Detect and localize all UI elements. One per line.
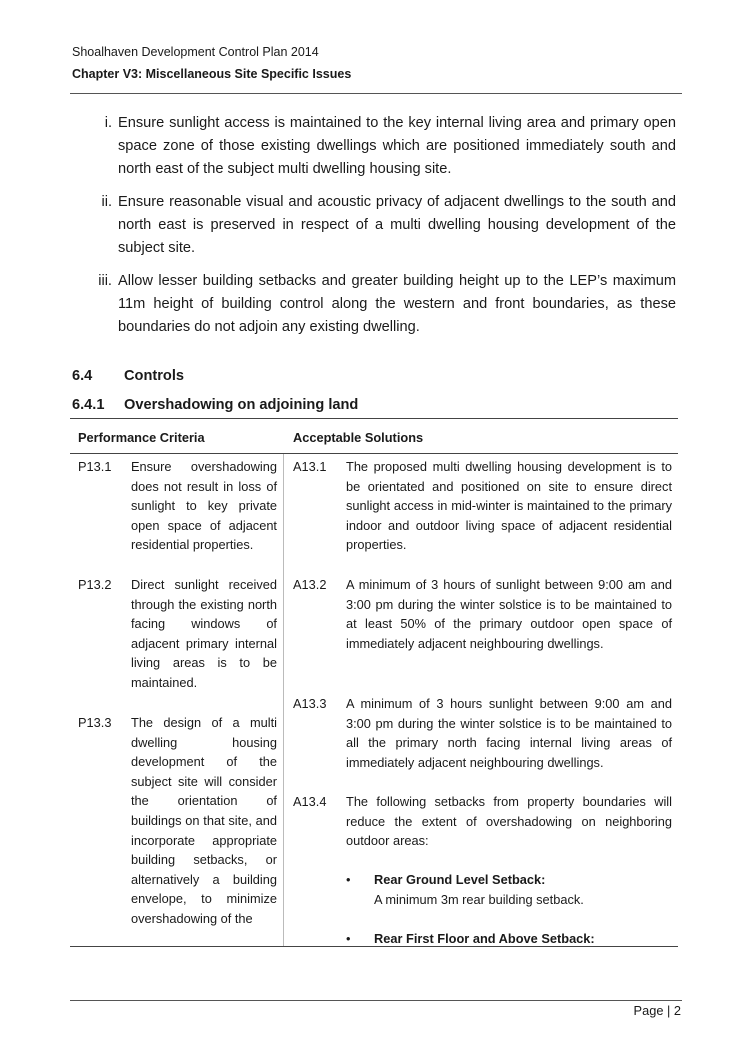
solution-code: A13.3: [293, 696, 327, 711]
objective-text: Allow lesser building setbacks and greater building height up to the LEP’s maximum 11m height of building control along the western and front boundaries, as these boundaries do not adjoin any existing dwelling.: [118, 273, 676, 335]
objective-number: i.: [104, 115, 112, 131]
bullet-icon: •: [346, 931, 351, 946]
acceptable-solutions-header: Acceptable Solutions: [293, 430, 424, 445]
document-title: Shoalhaven Development Control Plan 2014: [72, 45, 319, 59]
criteria-code: P13.2: [78, 577, 112, 592]
setback-bullet: [346, 870, 674, 910]
column-divider: [283, 454, 284, 947]
subsection-title: Overshadowing on adjoining land: [124, 397, 359, 413]
criteria-text: Direct sunlight received through the existing north facing windows of adjacent primary internal living areas is to be maintained.: [131, 577, 277, 690]
objective-number: iii.: [98, 273, 112, 289]
chapter-title: Chapter V3: Miscellaneous Site Specific Issues: [72, 67, 352, 81]
page-number: Page | 2: [633, 1003, 681, 1018]
solution-text: A minimum of 3 hours sunlight between 9:00 am and 3:00 pm during the winter solstice is to be maintained to all the primary north facing internal living areas of immediately adjacent neighbouring dwellings.: [346, 696, 672, 770]
solution-code: A13.4: [293, 794, 327, 809]
section-heading: [72, 368, 184, 384]
solution-text: A minimum of 3 hours of sunlight between 9:00 am and 3:00 pm during the winter solstice is to be maintained to at least 50% of the primary outdoor open space of immediately adjacent neighbouring dwellings.: [346, 577, 672, 651]
criteria-text: Ensure overshadowing does not result in loss of sunlight to key private open space of adjacent residential properties.: [131, 459, 277, 553]
table-header-rule: [70, 453, 678, 454]
performance-criteria-header: Performance Criteria: [78, 430, 205, 445]
solution-code: A13.2: [293, 577, 327, 592]
objective-item: [72, 112, 676, 181]
objective-text: Ensure sunlight access is maintained to the key internal living area and primary open space zone of those existing dwellings which are positioned immediately south and north east of the subject multi dwelling housing site.: [118, 115, 676, 177]
objective-item: [72, 191, 676, 260]
bullet-icon: •: [346, 872, 351, 887]
bullet-title: Rear First Floor and Above Setback:: [374, 931, 595, 946]
objectives-list: [72, 112, 676, 349]
table-bottom-rule: [70, 946, 678, 947]
page-header: [72, 44, 681, 82]
criteria-text: The design of a multi dwelling housing development of the subject site will consider the orientation of buildings on that site, and incorporate appropriate building setbacks, or alternatively a building envelope, to minimize overshadowing of the: [131, 715, 277, 926]
bullet-text: A minimum 3m rear building setback.: [374, 891, 584, 907]
criteria-code: P13.3: [78, 715, 112, 730]
solution-code: A13.1: [293, 459, 327, 474]
solution-text: The proposed multi dwelling housing development is to be orientated and positioned on site to ensure direct sunlight access in mid-winter is maintained to the primary indoor and outdoor living space of adjacent residential properties.: [346, 459, 672, 553]
objective-number: ii.: [101, 194, 112, 210]
objective-text: Ensure reasonable visual and acoustic privacy of adjacent dwellings to the south and north east is preserved in respect of a multi dwelling housing development of the subject site.: [118, 194, 676, 256]
footer-divider: [70, 1000, 682, 1001]
subsection-heading: [72, 397, 358, 413]
section-number: 6.4: [72, 368, 93, 384]
subsection-number: 6.4.1: [72, 397, 105, 413]
header-divider: [70, 93, 682, 94]
section-title: Controls: [124, 368, 184, 384]
objective-item: [72, 270, 676, 339]
solution-text: The following setbacks from property boundaries will reduce the extent of overshadowing on neighboring outdoor areas:: [346, 794, 672, 849]
table-top-rule: [70, 418, 678, 419]
bullet-title: Rear Ground Level Setback:: [374, 872, 546, 887]
criteria-code: P13.1: [78, 459, 112, 474]
